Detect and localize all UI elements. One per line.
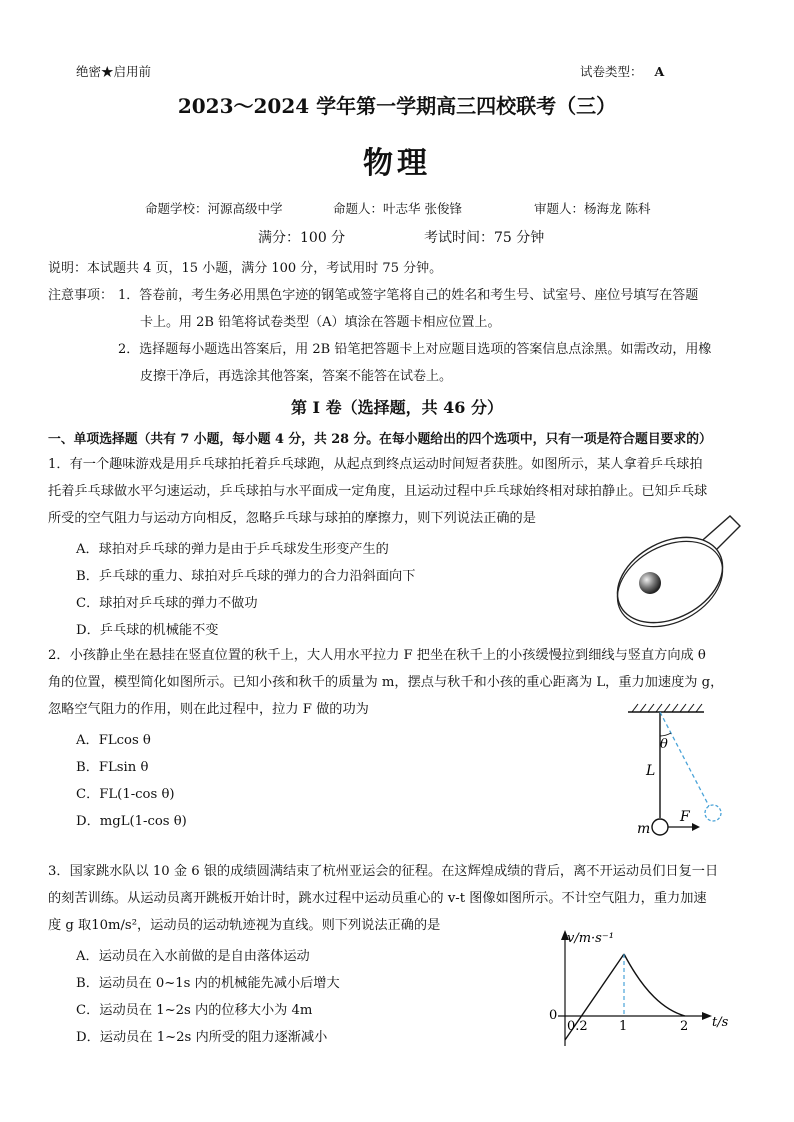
meta-school: 命题学校：河源高级中学 <box>145 201 283 216</box>
part-title: 一、单项选择题（共有 7 小题，每小题 4 分，共 28 分。在每小题给出的四个选项中，只有一项是符合题目要求的） <box>48 432 712 447</box>
meta-reviewers: 审题人：杨海龙 陈科 <box>534 201 651 216</box>
displaced-mass-circle <box>705 805 721 821</box>
theta-label: θ <box>660 737 668 752</box>
q2-option-b: B．FLsin θ <box>76 760 149 775</box>
q3-stem-line1: 3．国家跳水队以 10 金 6 银的成绩圆满结束了杭州亚运会的征程。在这辉煌成绩的背后，离不开运动员们日复一日 <box>48 864 719 879</box>
q3-stem-line3: 度 g 取10m/s²，运动员的运动轨迹视为直线。则下列说法正确的是 <box>48 918 441 933</box>
notes-item2-line1: 2．选择题每小题选出答案后，用 2B 铅笔把答题卡上对应题目选项的答案信息点涂黑。如需改动，用橡 <box>118 342 712 357</box>
meta-full-score: 满分：100 分 <box>258 230 346 246</box>
t-axis-label: t/s <box>712 1015 729 1030</box>
subject-title: 物理 <box>363 146 431 181</box>
vt-decay-curve <box>624 954 685 1016</box>
force-label: F <box>680 809 690 825</box>
tick-label-0-2: 0.2 <box>567 1019 588 1034</box>
theta-arc <box>660 733 671 736</box>
tick-label-2: 2 <box>680 1019 689 1034</box>
tick-label-1: 1 <box>619 1019 628 1034</box>
length-label: L <box>646 763 656 779</box>
q2-option-d: D．mgL(1-cos θ) <box>76 814 187 829</box>
notes-description: 说明：本试题共 4 页，15 小题，满分 100 分，考试用时 75 分钟。 <box>48 261 443 276</box>
q3-option-b: B．运动员在 0~1s 内的机械能先减小后增大 <box>76 976 340 991</box>
rope-displaced <box>660 712 710 808</box>
paper-type-value: A <box>654 64 665 79</box>
ceiling-hatch <box>628 704 704 712</box>
q2-option-c: C．FL(1-cos θ) <box>76 787 175 802</box>
q3-option-c: C．运动员在 1~2s 内的位移大小为 4m <box>76 1003 313 1018</box>
child-mass-circle <box>652 819 668 835</box>
q1-option-c: C．球拍对乒乓球的弹力不做功 <box>76 596 258 611</box>
q3-option-d: D．运动员在 1~2s 内所受的阻力逐渐减小 <box>76 1030 328 1045</box>
q3-option-a: A．运动员在入水前做的是自由落体运动 <box>76 949 310 964</box>
meta-exam-time: 考试时间：75 分钟 <box>424 230 545 246</box>
notes-item1-line2: 卡上。用 2B 铅笔将试卷类型（A）填涂在答题卡相应位置上。 <box>140 315 501 330</box>
paper-type-label <box>580 62 664 80</box>
meta-authors: 命题人：叶志华 张俊锋 <box>333 201 462 216</box>
paper-type-text: 试卷类型： <box>580 64 643 79</box>
origin-label: 0 <box>549 1008 558 1023</box>
q3-vt-graph <box>540 924 740 1052</box>
q1-option-b: B．乒乓球的重力、球拍对乒乓球的弹力的合力沿斜面向下 <box>76 569 416 584</box>
secret-label: 绝密★启用前 <box>76 64 152 79</box>
v-axis-label: v/m·s⁻¹ <box>567 931 614 946</box>
notes-item2-line2: 皮擦干净后，再选涂其他答案，答案不能答在试卷上。 <box>140 369 453 384</box>
force-arrowhead <box>692 823 700 831</box>
volume-title: 第 I 卷（选择题，共 46 分） <box>290 398 504 417</box>
q2-option-a: A．FLcos θ <box>76 733 151 748</box>
t-axis-arrow <box>702 1012 712 1020</box>
ping-pong-ball <box>639 572 661 594</box>
exam-title: 2023～2024 学年第一学期高三四校联考（三） <box>177 94 617 118</box>
q2-stem-line3: 忽略空气阻力的作用，则在此过程中，拉力 F 做的功为 <box>48 702 369 717</box>
q1-paddle-figure <box>610 508 760 628</box>
q2-stem-line2: 角的位置，模型简化如图所示。已知小孩和秋千的质量为 m，摆点与秋千和小孩的重心距离为 L，重力加速度为 g， <box>48 675 724 690</box>
q1-option-a: A．球拍对乒乓球的弹力是由于乒乓球发生形变产生的 <box>76 542 389 557</box>
mass-label: m <box>637 821 651 837</box>
q1-stem-line2: 托着乒乓球做水平匀速运动，乒乓球拍与水平面成一定角度，且运动过程中乒乓球始终相对球拍静止。已知乒乓球 <box>48 484 708 499</box>
q1-option-d: D．乒乓球的机械能不变 <box>76 623 219 638</box>
q2-swing-figure <box>620 700 740 845</box>
q1-stem-line3: 所受的空气阻力与运动方向相反，忽略乒乓球与球拍的摩擦力，则下列说法正确的是 <box>48 511 536 526</box>
notes-precautions-label: 注意事项： <box>48 288 114 303</box>
q1-stem-line1: 1．有一个趣味游戏是用乒乓球拍托着乒乓球跑，从起点到终点运动时间短者获胜。如图所示，某人拿着乒乓球拍 <box>48 457 703 472</box>
notes-item1-line1: 1．答卷前，考生务必用黑色字迹的钢笔或签字笔将自己的姓名和考生号、试室号、座位号填写在答题 <box>118 288 699 303</box>
q3-stem-line2: 的刻苦训练。从运动员离开跳板开始计时，跳水过程中运动员重心的 v-t 图像如图所示。不计空气阻力，重力加速 <box>48 891 707 906</box>
q2-stem-line1: 2．小孩静止坐在悬挂在竖直位置的秋千上，大人用水平拉力 F 把坐在秋千上的小孩缓慢拉到细线与竖直方向成 θ <box>48 648 706 663</box>
